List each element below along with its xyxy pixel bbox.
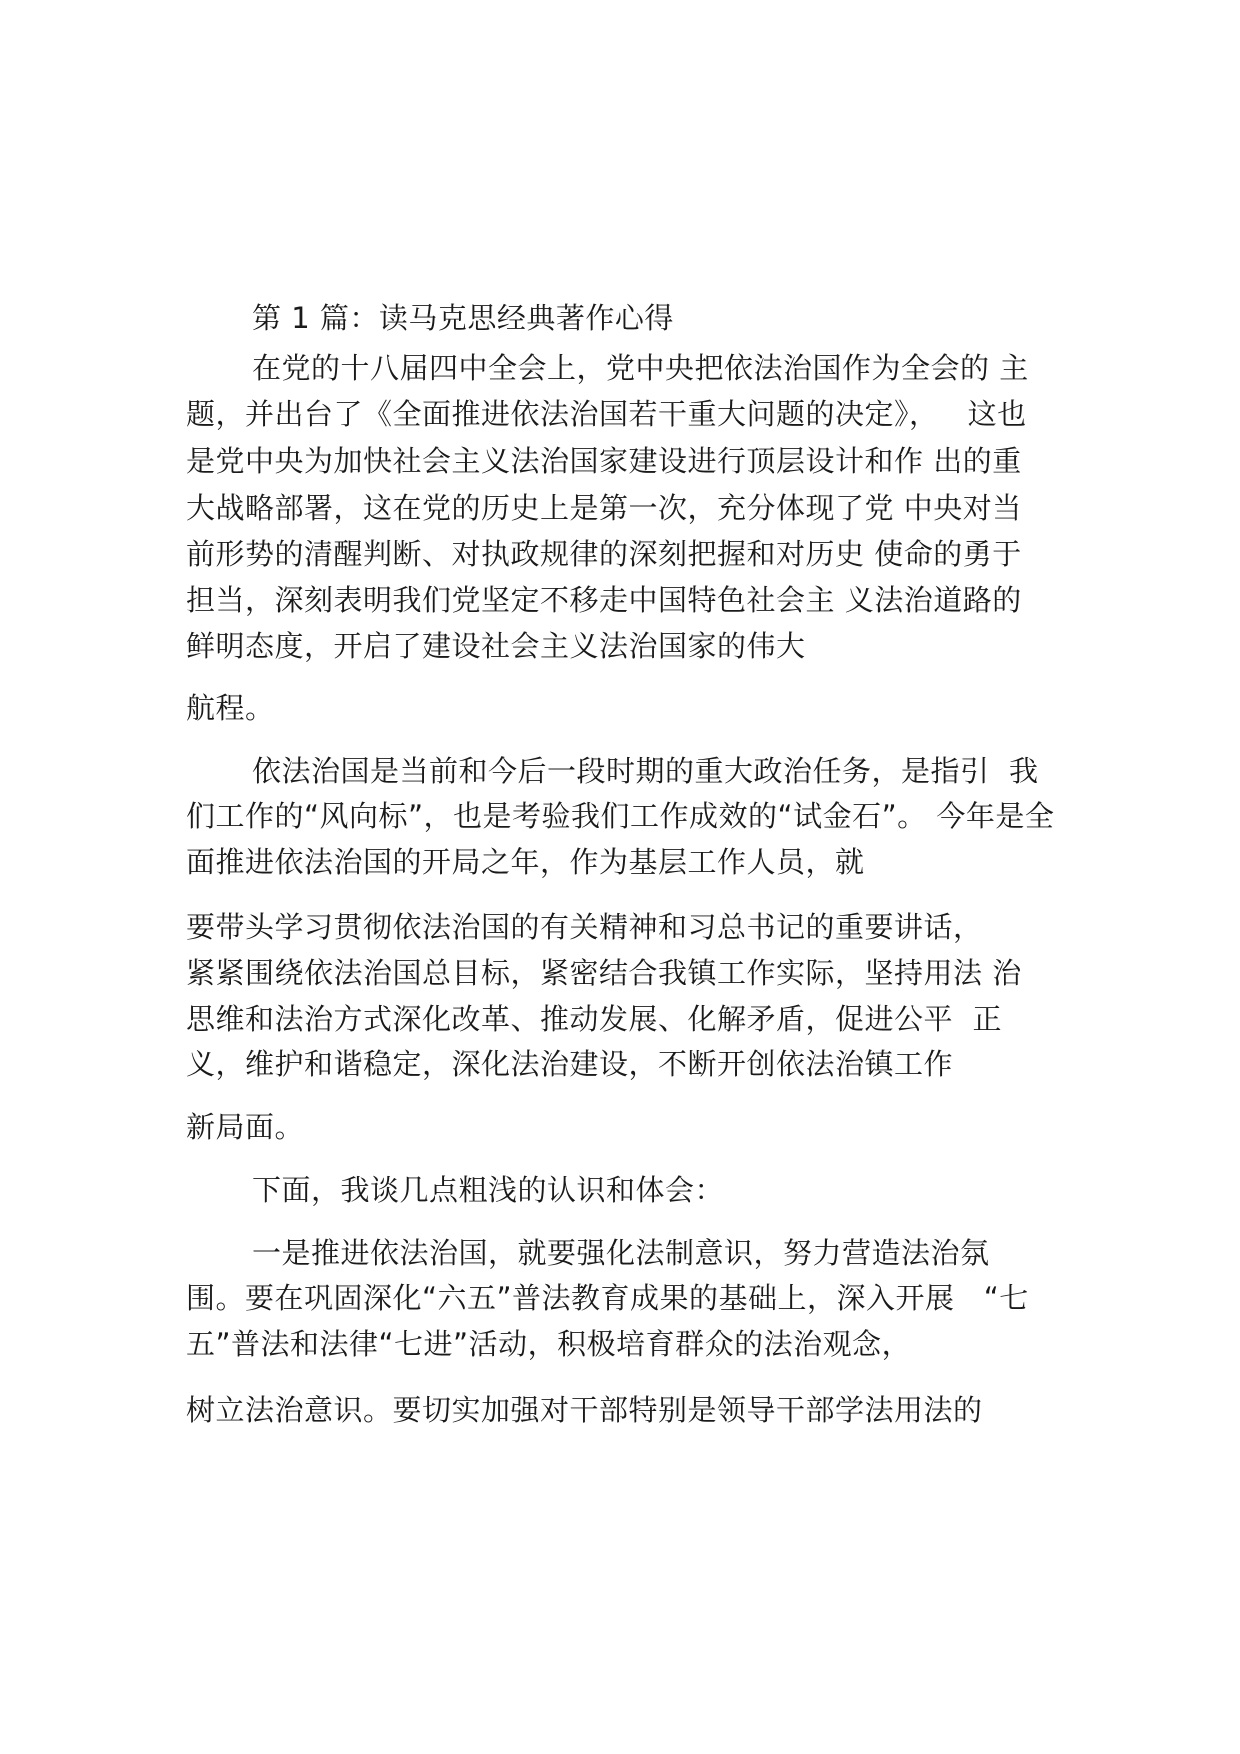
paragraph-line: 围。要在巩固深化“六五”普法教育成果的基础上，深入开展 “七	[186, 1281, 1029, 1315]
paragraph-line: 前形势的清醒判断、对执政规律的深刻把握和对历史 使命的勇于	[186, 537, 1022, 571]
paragraph-line: 树立法治意识。要切实加强对干部特别是领导干部学法用法的	[186, 1393, 983, 1427]
paragraph-line: 担当，深刻表明我们党坚定不移走中国特色社会主 义法治道路的	[186, 583, 1022, 617]
paragraph-line: 要带头学习贯彻依法治国的有关精神和习总书记的重要讲话，	[186, 910, 983, 944]
paragraph-line: 紧紧围绕依法治国总目标，紧密结合我镇工作实际，坚持用法 治	[186, 956, 1022, 990]
paragraph-line: 思维和法治方式深化改革、推动发展、化解矛盾，促进公平 正	[186, 1002, 1002, 1036]
document-title: 第 1 篇：读马克思经典著作心得	[252, 301, 674, 335]
paragraph-line: 下面，我谈几点粗浅的认识和体会：	[252, 1173, 725, 1207]
paragraph-line: 在党的十八届四中全会上，党中央把依法治国作为全会的 主	[252, 351, 1029, 385]
paragraph-line: 五”普法和法律“七进”活动，积极培育群众的法治观念，	[186, 1327, 912, 1361]
paragraph-line: 是党中央为加快社会主义法治国家建设进行顶层设计和作 出的重	[186, 444, 1022, 478]
paragraph-line: 一是推进依法治国，就要强化法制意识，努力营造法治氛	[252, 1236, 990, 1270]
paragraph-line: 依法治国是当前和今后一段时期的重大政治任务，是指引 我	[252, 754, 1039, 788]
paragraph-line: 航程。	[186, 691, 275, 725]
paragraph-line: 们工作的“风向标”，也是考验我们工作成效的“试金石”。 今年是全	[186, 799, 1055, 833]
paragraph-line: 鲜明态度，开启了建设社会主义法治国家的伟大	[186, 629, 806, 663]
paragraph-line: 义，维护和谐稳定，深化法治建设，不断开创依法治镇工作	[186, 1047, 954, 1081]
paragraph-line: 大战略部署，这在党的历史上是第一次，充分体现了党 中央对当	[186, 491, 1022, 525]
paragraph-line: 题，并出台了《全面推进依法治国若干重大问题的决定》， 这也	[186, 397, 1027, 431]
paragraph-line: 面推进依法治国的开局之年，作为基层工作人员，就	[186, 845, 865, 879]
paragraph-line: 新局面。	[186, 1110, 305, 1144]
